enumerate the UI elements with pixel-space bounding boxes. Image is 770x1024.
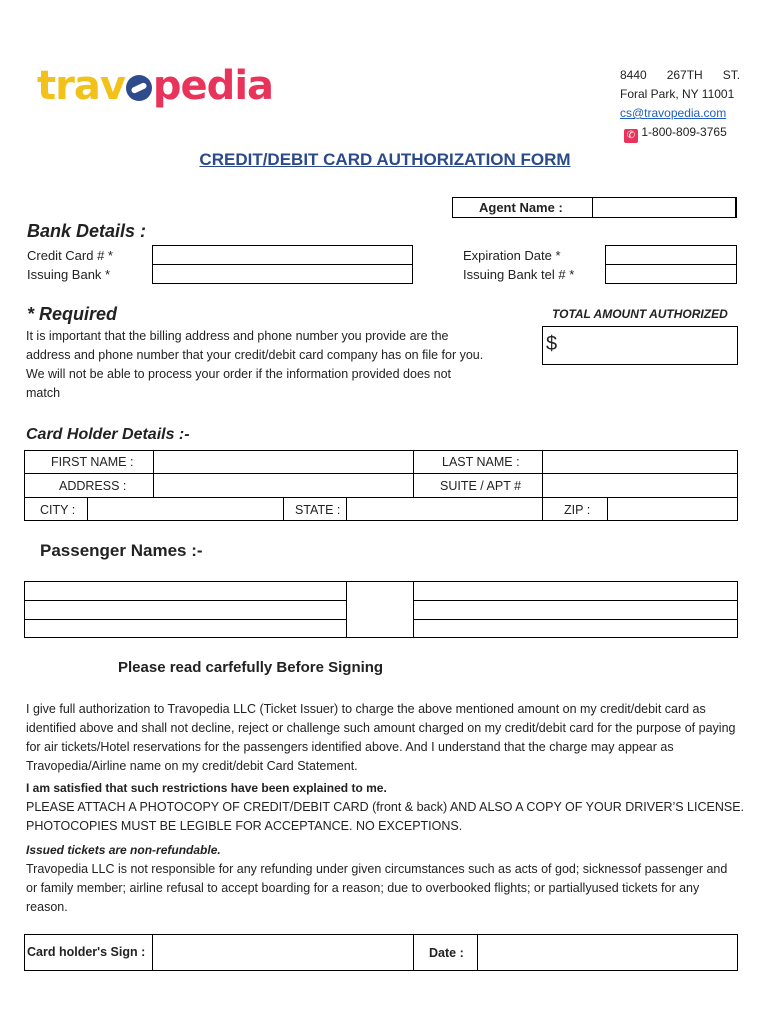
- contact-block: [620, 66, 740, 123]
- bank-details-heading: Bank Details :: [27, 221, 147, 241]
- authorization-paragraph: I give full authorization to Travopedia LLC (Ticket Issuer) to charge the above mentioned amount on my credit/debit card as identified above and shall not decline, reject or challenge such amount charged on my credit/debit card for the purpose of paying for air tickets/Hotel reservations for the passengers identified above. And I understand that the charge may appear as Travopedia/Airline name on my credit/debit Card Statement.: [26, 702, 736, 773]
- issuing-bank-tel-field[interactable]: [605, 264, 737, 284]
- passenger-name-field-1[interactable]: [26, 582, 345, 599]
- travopedia-logo: trav pedia: [37, 63, 274, 109]
- credit-card-field[interactable]: [152, 245, 413, 265]
- address-field[interactable]: [155, 475, 411, 495]
- col-divider: [87, 497, 88, 521]
- email-link[interactable]: cs@travopedia.com: [620, 106, 727, 120]
- issuing-bank-field[interactable]: [152, 264, 413, 284]
- attach-instruction: PLEASE ATTACH A PHOTOCOPY OF CREDIT/DEBIT CARD (front & back) AND ALSO A COPY OF YOUR DRIVER’S LICENSE.: [26, 800, 745, 814]
- refund-policy-paragraph: Travopedia LLC is not responsible for any refunding under given circumstances such as acts of god; sicknessof passenger and or family member; airline refusal to accept boarding for a reason; due to overbooked flights; or partiallyused tickets for any reason.: [26, 862, 728, 914]
- suite-apt-label: SUITE / APT #: [440, 479, 522, 493]
- satisfied-statement: I am satisfied that such restrictions have been explained to me.: [26, 781, 387, 795]
- agent-name-label: Agent Name :: [479, 200, 563, 215]
- city-label: CITY :: [40, 503, 76, 517]
- phone-icon: ✆: [624, 129, 638, 143]
- form-title: CREDIT/DEBIT CARD AUTHORIZATION FORM: [199, 150, 571, 169]
- total-amount-field[interactable]: [542, 326, 738, 365]
- row-divider: [24, 497, 738, 498]
- phone-line: [624, 123, 727, 143]
- passenger-spacer-cell: [346, 581, 414, 638]
- issuing-bank-label: Issuing Bank *: [27, 267, 111, 282]
- legibility-instruction: PHOTOCOPIES MUST BE LEGIBLE FOR ACCEPTANCE. NO EXCEPTIONS.: [26, 819, 463, 833]
- city-address: Foral Park, NY 11001: [620, 87, 735, 101]
- state-field[interactable]: [348, 499, 540, 519]
- passenger-names-heading: Passenger Names :-: [40, 541, 203, 560]
- total-amount-label: TOTAL AMOUNT AUTHORIZED: [552, 307, 728, 321]
- street-address: 8440 267TH ST.: [620, 68, 741, 82]
- signing-heading: Please read carfefully Before Signing: [118, 659, 384, 676]
- date-label: Date :: [429, 946, 464, 960]
- card-holder-sign-field[interactable]: [152, 934, 414, 971]
- credit-card-label: Credit Card # *: [27, 248, 113, 263]
- phone-number: 1-800-809-3765: [641, 125, 727, 139]
- passenger-name-field-2[interactable]: [26, 601, 345, 618]
- col-divider: [153, 450, 154, 498]
- non-refundable-note: Issued tickets are non-refundable.: [26, 843, 221, 857]
- globe-icon: [126, 75, 152, 101]
- expiration-date-field[interactable]: [605, 245, 737, 265]
- issuing-bank-tel-label: Issuing Bank tel # *: [463, 267, 575, 282]
- passenger-name-field-4[interactable]: [415, 582, 736, 599]
- last-name-field[interactable]: [544, 452, 736, 472]
- card-holder-sign-label: Card holder's Sign :: [27, 945, 146, 959]
- passenger-name-field-3[interactable]: [26, 620, 345, 637]
- zip-field[interactable]: [609, 499, 736, 519]
- currency-symbol: $: [546, 333, 558, 355]
- state-label: STATE :: [295, 503, 341, 517]
- date-field[interactable]: [477, 934, 738, 971]
- required-note: It is important that the billing address and phone number you provide are the address and phone number that your credit/debit card company has on file for you. We will not be able to process your order if the information provided does not match: [26, 329, 484, 400]
- suite-apt-field[interactable]: [544, 475, 736, 495]
- col-divider: [607, 497, 608, 521]
- col-divider: [542, 450, 543, 498]
- required-heading: * Required: [27, 304, 118, 324]
- col-divider: [542, 497, 543, 521]
- col-divider: [283, 497, 284, 521]
- agent-name-row: [452, 197, 736, 218]
- city-field[interactable]: [89, 499, 281, 519]
- last-name-label: LAST NAME :: [442, 455, 520, 469]
- agent-name-field[interactable]: [592, 197, 737, 218]
- first-name-field[interactable]: [155, 452, 411, 472]
- row-divider: [24, 473, 738, 474]
- card-holder-heading: Card Holder Details :-: [26, 426, 190, 443]
- col-divider: [413, 450, 414, 498]
- col-divider: [346, 497, 347, 521]
- zip-label: ZIP :: [564, 503, 591, 517]
- passenger-name-field-5[interactable]: [415, 601, 736, 618]
- expiration-date-label: Expiration Date *: [463, 248, 561, 263]
- first-name-label: FIRST NAME :: [51, 455, 134, 469]
- address-label: ADDRESS :: [59, 479, 127, 493]
- passenger-name-field-6[interactable]: [415, 620, 736, 637]
